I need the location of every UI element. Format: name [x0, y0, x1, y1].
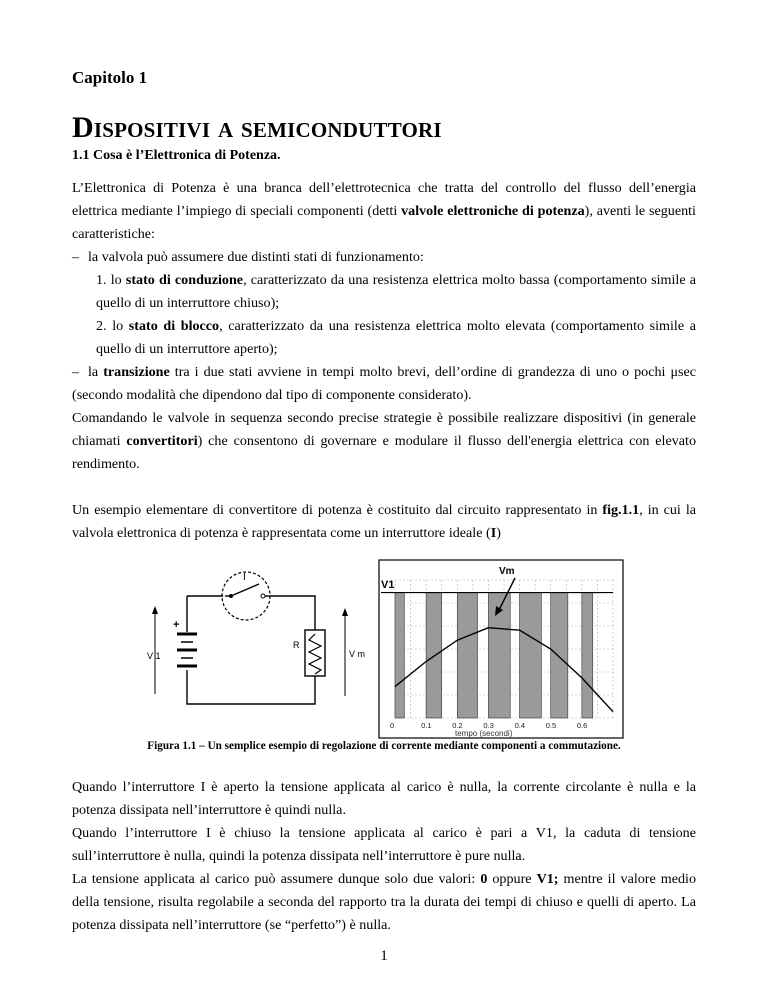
valori-text-2: oppure	[487, 871, 537, 887]
bullet-transizione	[72, 361, 696, 407]
bullet2-rest: tra i due stati avviene in tempi molto brevi, dell’ordine di grandezza di uno o pochi μsec (secondo modalità che dipendono dal tipo di componente considerato).	[72, 364, 696, 403]
pulse-bar	[582, 593, 593, 718]
paragraph-aperto: Quando l’interruttore I è aperto la tensione applicata al carico è nulla, la corrente circolante è nulla e la potenza dissipata nell’interruttore è quindi nulla.	[72, 779, 696, 818]
pulse-bar	[395, 593, 404, 718]
item-blocco	[96, 315, 696, 361]
convertitori-bold: convertitori	[126, 433, 198, 449]
intro-text-1: L’Elettronica di Potenza è una branca dell’elettrotecnica che tratta del controllo del flusso dell’energia elettrica mediante l’impiego di speciali componenti (detti	[72, 180, 696, 219]
figure-1-1	[143, 558, 625, 740]
page-number: 1	[380, 948, 388, 964]
chapter-title: Dispositivi a semiconduttori	[72, 111, 442, 144]
x-tick-label: 0.4	[514, 721, 526, 730]
x-tick-label: 0.1	[421, 721, 432, 730]
convertitori-text-2: ) che consentono di governare e modulare il flusso dell'energia elettrica con elevato rendimento.	[72, 433, 696, 472]
x-tick-label: 0.3	[483, 721, 494, 730]
item1-bold: stato di conduzione	[125, 272, 244, 288]
intro-text-2: ), aventi le seguenti caratteristiche:	[72, 203, 696, 242]
esempio-bold-fig: fig.1.1	[602, 502, 640, 518]
chapter-label: Capitolo 1	[72, 68, 148, 87]
resistor-label: R	[293, 640, 300, 650]
plot-x-label: tempo (secondi)	[455, 729, 513, 738]
intro-bold: valvole elettroniche di potenza	[401, 203, 585, 219]
pulse-bar	[551, 593, 568, 718]
battery-plus-label: +	[173, 619, 180, 631]
x-tick-label: 0	[390, 721, 395, 730]
section-title: 1.1 Cosa è l’Elettronica di Potenza.	[72, 148, 281, 163]
pulse-bar	[457, 593, 477, 718]
paragraph-valori	[72, 868, 696, 937]
esempio-text-2: , in cui la valvola elettronica di potenza è rappresentata come un interruttore ideale (	[72, 502, 696, 541]
paragraph-chiuso: Quando l’interruttore I è chiuso la tensione applicata al carico è pari a V1, la caduta di tensione sull’interruttore è nulla, quindi la potenza dissipata nell’interruttore è pure nulla.	[72, 825, 696, 864]
valori-text-3: mentre il valore medio della tensione, risulta regolabile a seconda del rapporto tra la durata dei tempi di chiuso e quelli di aperto. La potenza dissipata nell’interruttore (se “perfetto”) è nulla.	[72, 871, 697, 933]
circuit-v1-label: V 1	[147, 651, 161, 661]
valori-bold-v1: V1;	[536, 871, 559, 887]
item1-prefix: 1. lo	[96, 272, 126, 288]
circuit-diagram	[143, 558, 375, 740]
pulse-bar	[520, 593, 542, 718]
esempio-text-3: )	[496, 525, 501, 541]
intro-paragraph	[72, 177, 696, 246]
x-tick-label: 0.5	[545, 721, 557, 730]
waveform-plot	[379, 560, 623, 738]
item-conduzione	[96, 269, 696, 315]
plot-v1-label: V1	[381, 579, 395, 591]
esempio-bold-i: I	[490, 525, 497, 541]
circuit-vm-label: V m	[349, 649, 366, 659]
x-tick-label: 0.2	[452, 721, 463, 730]
bullet2-prefix: la	[88, 364, 104, 380]
bullet-stati	[72, 246, 696, 269]
item2-rest: , caratterizzato da una resistenza elettrica molto elevata (comportamento simile a quello di un interruttore aperto);	[96, 318, 696, 357]
bullet2-dash: –	[72, 364, 80, 380]
item2-prefix: 2. lo	[96, 318, 129, 334]
figure-caption: Figura 1.1 – Un semplice esempio di regolazione di corrente mediante componenti a commutazione.	[147, 740, 621, 752]
bullet-text: la valvola può assumere due distinti stati di funzionamento:	[88, 249, 424, 265]
paragraph-convertitori	[72, 407, 696, 476]
paragraph-esempio	[72, 499, 696, 545]
pulse-bar	[426, 593, 442, 718]
x-tick-label: 0.6	[576, 721, 588, 730]
bullet2-bold: transizione	[103, 364, 170, 380]
item1-rest: , caratterizzato da una resistenza elettrica molto bassa (comportamento simile a quello di un interruttore chiuso);	[96, 272, 696, 311]
valori-bold-zero: 0	[480, 871, 488, 887]
valori-text-1: La tensione applicata al carico può assumere dunque solo due valori:	[72, 871, 481, 887]
switch-label: I	[243, 572, 246, 583]
convertitori-text-1: Comandando le valvole in sequenza secondo precise strategie è possibile realizzare dispositivi (in generale chiamati	[72, 410, 696, 449]
bullet-dash: –	[72, 249, 80, 265]
resistor-icon	[305, 630, 325, 676]
esempio-text-1: Un esempio elementare di convertitore di potenza è costituito dal circuito rappresentato in	[72, 502, 603, 518]
plot-vm-label: Vm	[499, 566, 515, 577]
item2-bold: stato di blocco	[128, 318, 220, 334]
